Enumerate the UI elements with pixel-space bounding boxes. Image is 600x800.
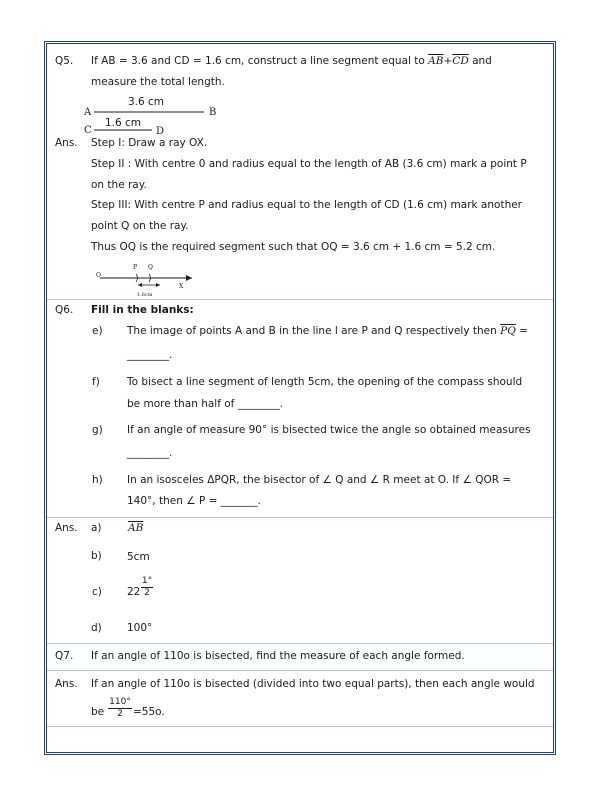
ab-length-label: 3.6 cm [128,96,165,108]
q5-step2-line2: on the ray. [91,179,147,191]
divider-q6 [47,299,553,300]
q6-answer-a-value: $\overline{AB}$ [128,522,144,534]
pq-measure-arrow-right [156,283,160,287]
q5-conclusion: Thus OQ is the required segment such that OQ = 3.6 cm + 1.6 cm = 5.2 cm. [91,241,496,253]
q5-step2-line1: Step II : With centre 0 and radius equal to the length of AB (3.6 cm) mark a point P [91,158,527,170]
q7-answer-be: be [91,706,105,718]
q7-fraction-denominator: 2 [108,708,132,720]
q6-answer-c-numerator: 1° [141,576,153,586]
divider-q6-answers [47,517,553,518]
q6-answer-d-label: d) [91,622,102,634]
pq-measure-arrow-left [138,283,142,287]
q5-question-line2: measure the total length. [91,76,225,88]
ray-label-p: P [133,264,138,271]
divider-bottom [47,726,553,727]
q6-item-e-blank: ________. [127,349,173,361]
q6-answer-c-label: c) [92,586,102,598]
q6-answer-d-value: 100° [127,622,153,634]
q5-text-post: and [472,55,492,67]
q6-item-h-label: h) [92,474,103,486]
ray-label-q: Q [148,264,153,271]
q5-question-line1 [91,54,492,68]
q6-answer-c-denominator: 2 [141,587,153,599]
q6-answer-c-whole: 22 [127,586,141,598]
q5-answer-label: Ans. [55,137,78,149]
q6-answer-a-label: a) [91,522,102,534]
q6-item-h-line2: 140°, then ∠ P = _______. [127,495,261,507]
q6-number: Q6. [55,304,74,316]
q6-equals: = [519,325,528,337]
q6-item-f-label: f) [92,376,100,388]
ray-label-o: O [96,272,101,279]
q6-item-e-label: e) [92,325,103,337]
q7-answer-fraction [108,697,132,720]
q6-item-h-line1: In an isosceles ΔPQR, the bisector of ∠ Q and ∠ R meet at O. If ∠ QOR = [127,474,512,486]
q7-fraction-numerator: 110° [109,697,131,707]
q6-pq-segment: $\overline{PQ}$ [500,325,516,337]
q6-answer-b-label: b) [91,550,102,562]
label-a: A [84,107,92,118]
q7-question: If an angle of 110o is bisected, find the measure of each angle formed. [91,650,465,662]
q6-item-f-line2: be more than half of ________. [127,398,284,410]
q7-answer-result: =55o. [133,706,165,718]
q6-answer-label: Ans. [55,522,78,534]
q5-step3-line1: Step III: With centre P and radius equal to the length of CD (1.6 cm) mark another [91,199,522,211]
q6-title: Fill in the blanks: [91,304,194,316]
q5-number: Q5. [55,55,74,67]
label-c: C [84,125,92,136]
q7-answer-label: Ans. [55,678,78,690]
ray-label-x: X [179,283,184,290]
q6-item-g-line1: If an angle of measure 90° is bisected twice the angle so obtained measures [127,424,531,436]
divider-q7 [47,643,553,644]
q5-text-pre: If AB = 3.6 and CD = 1.6 cm, construct a line segment equal to [91,55,425,67]
q6-item-e-text: The image of points A and B in the line l are P and Q respectively then [127,325,497,337]
q5-step3-line2: point Q on the ray. [91,220,189,232]
label-b: B [209,107,217,118]
cd-length-label: 1.6 cm [105,117,142,129]
ray-length-label: 1.6cm [137,292,153,298]
q5-plus: + [443,55,453,67]
q7-answer-line1: If an angle of 110o is bisected (divided into two equal parts), then each angle would [91,678,535,690]
q6-item-f-line1: To bisect a line segment of length 5cm, the opening of the compass should [127,376,523,388]
q6-answer-b-value: 5cm [127,551,150,563]
q6-answer-c-fraction [141,576,153,599]
q5-ab-segment: $\overline{AB}$ [428,55,444,67]
q7-number: Q7. [55,650,74,662]
q6-item-e-line1 [127,324,528,338]
divider-q7-answer [47,670,553,671]
q5-cd-segment: $\overline{CD}$ [452,55,469,67]
q5-step1: Step I: Draw a ray OX. [91,137,208,149]
label-d: D [156,126,165,137]
q6-item-g-line2: ________. [127,447,173,459]
ray-arrow-head [186,275,192,281]
q6-item-g-label: g) [92,424,103,436]
